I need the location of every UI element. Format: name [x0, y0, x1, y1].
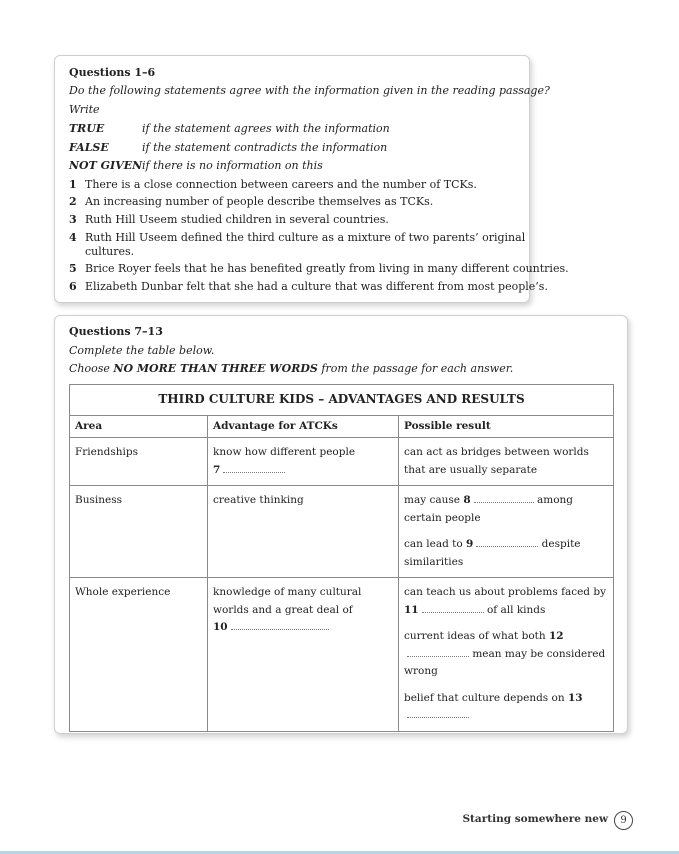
advantage-cell — [208, 438, 399, 486]
definition-desc: if the statement agrees with the information — [142, 122, 390, 135]
definition-desc: if there is no information on this — [142, 159, 323, 172]
table-title: THIRD CULTURE KIDS – ADVANTAGES AND RESULTS — [70, 385, 614, 416]
answer-blank[interactable] — [474, 493, 534, 503]
completion-table — [69, 384, 614, 732]
result-text: may cause — [404, 494, 464, 506]
column-header-result: Possible result — [399, 415, 614, 438]
question-number: 2 — [69, 195, 77, 208]
question-text: An increasing number of people describe themselves as TCKs. — [85, 195, 434, 208]
definition-term: TRUE — [69, 122, 105, 135]
question-number: 5 — [69, 262, 77, 275]
write-label: Write — [69, 103, 100, 116]
question-text: Elizabeth Dunbar felt that she had a culture that was different from most people’s. — [85, 280, 548, 293]
result-cell — [399, 578, 614, 732]
question-number: 4 — [69, 231, 77, 244]
blank-number: 8 — [463, 494, 471, 506]
question-text: Ruth Hill Useem studied children in several countries. — [85, 213, 389, 226]
answer-blank[interactable] — [422, 603, 484, 613]
area-cell: Friendships — [70, 438, 208, 486]
result-text: mean may be considered wrong — [404, 647, 606, 677]
section-heading: Questions 1–6 — [69, 66, 156, 79]
result-text: of all kinds — [483, 603, 546, 616]
definition-desc: if the statement contradicts the information — [142, 141, 388, 154]
advantage-cell — [208, 578, 399, 732]
question-number: 1 — [69, 178, 77, 191]
definition-term: NOT GIVEN — [69, 159, 143, 172]
area-cell: Business — [70, 486, 208, 578]
definition-term: FALSE — [69, 141, 109, 154]
advantage-cell: creative thinking — [208, 486, 399, 578]
answer-blank[interactable] — [223, 463, 285, 473]
result-text: among certain people — [404, 494, 574, 524]
column-header-area: Area — [70, 415, 208, 438]
choose-instruction — [69, 362, 513, 375]
answer-blank[interactable] — [231, 620, 329, 630]
result-item — [404, 584, 608, 619]
section-heading: Questions 7–13 — [69, 325, 163, 338]
column-header-advantage: Advantage for ATCKs — [208, 415, 399, 438]
blank-number: 9 — [466, 538, 474, 550]
questions-1-6-box — [54, 55, 569, 303]
blank-number: 7 — [213, 463, 221, 476]
table-row — [70, 486, 614, 578]
question-text: There is a close connection between careers and the number of TCKs. — [85, 178, 477, 191]
result-text: belief that culture depends on — [404, 691, 568, 704]
question-text: Ruth Hill Useem defined the third culture as a mixture of two parents’ original — [85, 231, 526, 244]
result-cell — [399, 486, 614, 578]
area-cell: Whole experience — [70, 578, 208, 732]
result-item — [404, 628, 608, 681]
table-row — [70, 438, 614, 486]
advantage-text: knowledge of many cultural worlds and a great deal of — [213, 586, 362, 616]
answer-blank[interactable] — [407, 708, 469, 718]
advantage-text: know how different people — [213, 446, 356, 458]
result-text: current ideas of what both — [404, 630, 549, 642]
result-text: can teach us about problems faced by — [404, 586, 607, 598]
result-text: can lead to — [404, 538, 467, 550]
definition-row — [69, 122, 509, 136]
question-text-continued: cultures. — [85, 245, 135, 258]
questions-7-13-box — [54, 315, 628, 734]
question-number: 3 — [69, 213, 77, 226]
instruction: Complete the table below. — [69, 344, 215, 357]
result-item — [404, 536, 608, 571]
page-number: 9 — [614, 811, 633, 830]
table-row — [70, 578, 614, 732]
blank-number: 11 — [404, 603, 419, 616]
blank-number: 13 — [567, 691, 583, 704]
word-limit: NO MORE THAN THREE WORDS — [113, 362, 318, 375]
blank-number: 10 — [213, 621, 228, 633]
definition-row — [69, 159, 509, 173]
footer-chapter-title: Starting somewhere new — [462, 813, 608, 825]
question-text: Brice Royer feels that he has benefited greatly from living in many different countries. — [85, 262, 569, 275]
result-text: despite similarities — [404, 538, 581, 568]
answer-blank[interactable] — [476, 537, 538, 547]
definition-row — [69, 141, 509, 155]
result-item — [404, 492, 608, 527]
answer-blank[interactable] — [407, 647, 469, 657]
result-item — [404, 690, 608, 725]
choose-post: from the passage for each answer. — [317, 362, 514, 375]
blank-number: 12 — [548, 630, 564, 642]
question-number: 6 — [69, 280, 77, 293]
instruction: Do the following statements agree with the information given in the reading passage? — [69, 84, 550, 97]
choose-pre: Choose — [69, 362, 114, 375]
result-cell: can act as bridges between worlds that are usually separate — [399, 438, 614, 486]
